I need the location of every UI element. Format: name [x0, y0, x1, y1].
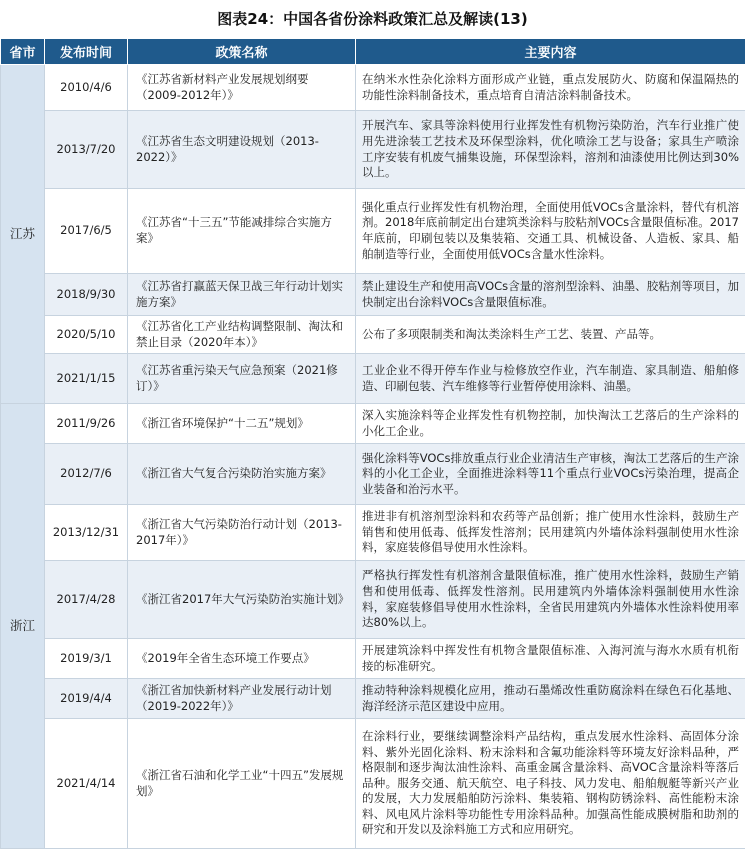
date-cell: 2017/4/28	[45, 561, 128, 639]
table-row	[1, 354, 745, 404]
content-cell: 深入实施涂料等企业挥发性有机物控制，加快淘汰工艺落后的生产涂料的小化工企业。	[356, 404, 745, 444]
policy-name-cell: 《浙江省2017年大气污染防治实施计划》	[128, 561, 356, 639]
content-cell: 禁止建设生产和使用高VOCs含量的溶剂型涂料、油墨、胶粘剂等项目，加快制定出台涂料VOCs含量限值标准。	[356, 274, 745, 316]
table-row	[1, 404, 745, 444]
table-row	[1, 111, 745, 189]
date-cell: 2019/3/1	[45, 639, 128, 679]
table-row	[1, 719, 745, 849]
policy-name-cell: 《江苏省“十三五”节能减排综合实施方案》	[128, 189, 356, 274]
content-cell: 推进非有机溶剂型涂料和农药等产品创新；推广使用水性涂料，鼓励生产销售和使用低毒、低挥发性溶剂；民用建筑内外墙体涂料强制使用水性涂料，家庭装修倡导使用水性涂料。	[356, 505, 745, 561]
header-content: 主要内容	[356, 39, 745, 65]
policy-name-cell: 《江苏省化工产业结构调整限制、淘汰和禁止目录（2020年本）》	[128, 316, 356, 354]
policy-table	[0, 38, 745, 849]
date-cell: 2018/9/30	[45, 274, 128, 316]
policy-name-cell: 《2019年全省生态环境工作要点》	[128, 639, 356, 679]
content-cell: 开展汽车、家具等涂料使用行业挥发性有机物污染防治，汽车行业推广使用先进涂装工艺技术及环保型涂料，优化喷涂工艺与设备；家具生产喷涂工序安装有机废气捕集设施，环保型涂料，溶剂和油漆使用比例达到30%以上。	[356, 111, 745, 189]
date-cell: 2019/4/4	[45, 679, 128, 719]
policy-name-cell: 《浙江省石油和化学工业“十四五”发展规划》	[128, 719, 356, 849]
date-cell: 2011/9/26	[45, 404, 128, 444]
policy-name-cell: 《江苏省打赢蓝天保卫战三年行动计划实施方案》	[128, 274, 356, 316]
date-cell: 2017/6/5	[45, 189, 128, 274]
date-cell: 2021/4/14	[45, 719, 128, 849]
policy-name-cell: 《江苏省生态文明建设规划（2013-2022）》	[128, 111, 356, 189]
date-cell: 2013/7/20	[45, 111, 128, 189]
table-row	[1, 274, 745, 316]
header-province: 省市	[1, 39, 45, 65]
table-row	[1, 679, 745, 719]
date-cell: 2020/5/10	[45, 316, 128, 354]
header-name: 政策名称	[128, 39, 356, 65]
content-cell: 强化重点行业挥发性有机物治理，全面使用低VOCs含量涂料，替代有机溶剂。2018年底前制定出台建筑类涂料与胶粘剂VOCs含量限值标准。2017年底前，印刷包装以及集装箱、交通工具、机械设备、人造板、家具、船舶制造等行业，全面使用低VOCs含量水性涂料。	[356, 189, 745, 274]
content-cell: 强化涂料等VOCs排放重点行业企业清洁生产审核，淘汰工艺落后的生产涂料的小化工企业，全面推进涂料等11个重点行业VOCs污染治理，提高企业装备和治污水平。	[356, 444, 745, 505]
table-row	[1, 561, 745, 639]
date-cell: 2012/7/6	[45, 444, 128, 505]
date-cell: 2021/1/15	[45, 354, 128, 404]
header-date: 发布时间	[45, 39, 128, 65]
content-cell: 严格执行挥发性有机溶剂含量限值标准，推广使用水性涂料，鼓励生产销售和使用低毒、低挥发性溶剂。民用建筑内外墙体涂料强制使用水性涂料，家庭装修倡导使用水性涂料，全省民用建筑内外墙体水性涂料使用率达80%以上。	[356, 561, 745, 639]
figure-title: 图表24：中国各省份涂料政策汇总及解读(13)	[217, 10, 528, 28]
province-cell: 浙江	[1, 404, 45, 849]
table-row	[1, 65, 745, 111]
policy-name-cell: 《江苏省新材料产业发展规划纲要（2009-2012年）》	[128, 65, 356, 111]
policy-name-cell: 《浙江省大气复合污染防治实施方案》	[128, 444, 356, 505]
table-row	[1, 505, 745, 561]
policy-name-cell: 《浙江省环境保护“十二五”规划》	[128, 404, 356, 444]
content-cell: 开展建筑涂料中挥发性有机物含量限值标准、入海河流与海水水质有机衔接的标准研究。	[356, 639, 745, 679]
content-cell: 在纳米水性杂化涂料方面形成产业链，重点发展防火、防腐和保温隔热的功能性涂料制备技术，重点培育自清洁涂料制备技术。	[356, 65, 745, 111]
date-cell: 2013/12/31	[45, 505, 128, 561]
policy-name-cell: 《浙江省大气污染防治行动计划（2013-2017年）》	[128, 505, 356, 561]
table-row	[1, 639, 745, 679]
policy-name-cell: 《浙江省加快新材料产业发展行动计划（2019-2022年）》	[128, 679, 356, 719]
table-row	[1, 189, 745, 274]
table-row	[1, 444, 745, 505]
content-cell: 公布了多项限制类和淘汰类涂料生产工艺、装置、产品等。	[356, 316, 745, 354]
content-cell: 工业企业不得开停车作业与检修放空作业，汽车制造、家具制造、船舶修造、印刷包装、汽车维修等行业暂停使用涂料、油墨。	[356, 354, 745, 404]
table-row	[1, 316, 745, 354]
content-cell: 推动特种涂料规模化应用，推动石墨烯改性重防腐涂料在绿色石化基地、海洋经济示范区建设中应用。	[356, 679, 745, 719]
date-cell: 2010/4/6	[45, 65, 128, 111]
province-cell: 江苏	[1, 65, 45, 404]
content-cell: 在涂料行业，要继续调整涂料产品结构，重点发展水性涂料、高固体分涂料、紫外光固化涂料、粉末涂料和含氟功能涂料等环境友好涂料品种，严格限制和逐步淘汰油性涂料、高重金属含量涂料、高VOC含量涂料等落后品种。服务交通、航天航空、电子科技、风力发电、船舶舰艇等新兴产业的发展，大力发展船舶防污涂料、集装箱、钢构防锈涂料、高性能粉末涂料、风电风片涂料等功能性专用涂料品种。加强高性能成膜树脂和助剂的研究和开发以及涂料施工方式和应用研究。	[356, 719, 745, 849]
policy-name-cell: 《江苏省重污染天气应急预案（2021修订）》	[128, 354, 356, 404]
header-row	[1, 39, 745, 65]
